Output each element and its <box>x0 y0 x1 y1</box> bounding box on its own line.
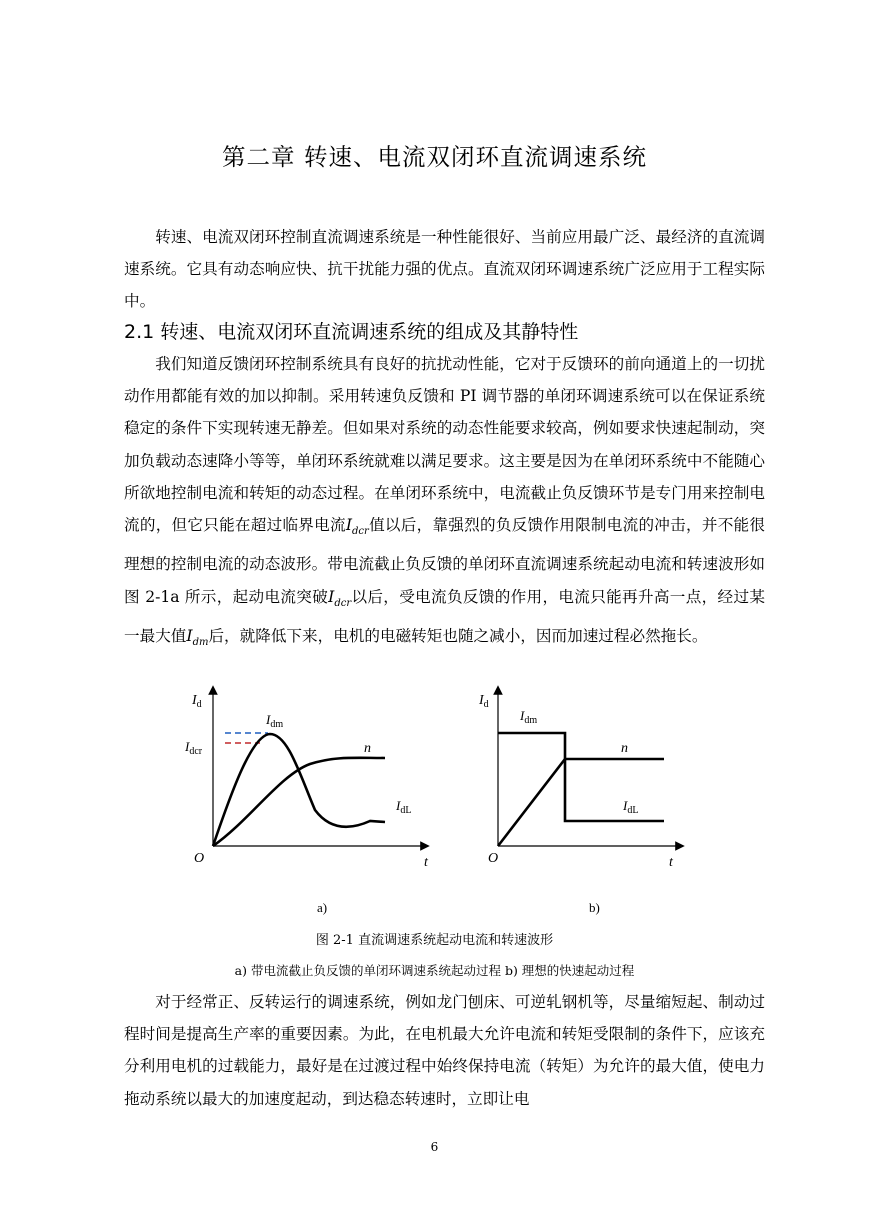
figure-panel-b <box>478 690 680 915</box>
panel-a-sublabel: a) <box>317 900 328 915</box>
para1-part-c: 以后，受电流负反馈的作用，电流只能再升高一点，经过某一最大值 <box>124 587 765 645</box>
panel-b-sublabel: b) <box>589 900 600 915</box>
paragraph-1-text <box>124 348 765 659</box>
panel-b-origin: O <box>488 851 499 866</box>
panel-a-y-label: $I_d$ <box>192 693 202 710</box>
figure-2-1 <box>180 680 700 920</box>
chapter-title: 第二章 转速、电流双闭环直流调速系统 <box>222 143 647 171</box>
panel-a-origin: O <box>194 851 205 866</box>
section-heading: 2.1 转速、电流双闭环直流调速系统的组成及其静特性 <box>124 321 579 343</box>
panel-b-x-label: t <box>669 855 673 870</box>
panel-a-current-curve <box>213 734 385 846</box>
symbol-idcr-2: $I_{dcr}$ <box>328 587 352 609</box>
panel-b-y-label: $I_d$ <box>479 693 489 710</box>
panel-a-x-label: t <box>424 855 428 870</box>
panel-b-speed-curve <box>498 759 664 846</box>
paragraph-2-text: 对于经常正、反转运行的调速系统，例如龙门刨床、可逆轧钢机等，尽量缩短起、制动过程时间是提高生产率的重要因素。为此，在电机最大允许电流和转矩受限制的条件下，应该充分利用电机的过载能力，最好是在过渡过程中始终保持电流（转矩）为允许的最大值，使电力拖动系统以最大的加速度起动，到达稳态转速时，立即让电 <box>124 993 765 1108</box>
panel-a-idcr-label: $I_{dcr}$ <box>185 739 203 757</box>
panel-b-current-curve <box>498 733 664 821</box>
panel-b-idm-label: $I_{dm}$ <box>520 708 538 726</box>
symbol-idm: $I_{dm}$ <box>186 626 209 648</box>
panel-b-idl-label: $I_{dL}$ <box>623 798 639 816</box>
figure-caption: 图 2-1 直流调速系统起动电流和转速波形 <box>315 933 554 948</box>
para1-part-b: 值以后，靠强烈的负反馈作用限制电流的冲击，并不能很理想的控制电流的动态波形。带电流截止负反馈的单闭环直流调速系统起动电流和转速波形如图 2-1a 所示，起动电流突破 <box>124 516 765 606</box>
intro-text: 转速、电流双闭环控制直流调速系统是一种性能很好、当前应用最广泛、最经济的直流调速系统。它具有动态响应快、抗干扰能力强的优点。直流双闭环调速系统广泛应用于工程实际中。 <box>124 228 765 311</box>
figure-panel-a <box>184 690 429 915</box>
panel-b-n-label: n <box>621 741 628 756</box>
panel-a-idm-label: $I_{dm}$ <box>266 712 284 730</box>
symbol-idcr: $I_{dcr}$ <box>345 516 369 538</box>
para1-part-a: 我们知道反馈闭环控制系统具有良好的抗扰动性能，它对于反馈环的前向通道上的一切扰动作用都能有效的加以抑制。采用转速负反馈和 PI 调节器的单闭环调速系统可以在保证系统稳定的条件下实现转速无静差。但如果对系统的动态性能要求较高，例如要求快速起制动，突加负载动态速降小等等，单闭环系统就难以满足要求。这主要是因为在单闭环系统中不能随心所欲地控制电流和转矩的动态过程。在单闭环系统中，电流截止负反馈环节是专门用来控制电流的，但它只能在超过临界电流 <box>124 355 765 535</box>
intro-paragraph <box>124 221 765 318</box>
figure-subcaption: a) 带电流截止负反馈的单闭环调速系统起动过程 b) 理想的快速起动过程 <box>234 963 635 978</box>
panel-a-n-label: n <box>364 741 371 756</box>
body-paragraph-2 <box>124 986 765 1115</box>
page-number: 6 <box>430 1140 439 1154</box>
body-paragraph-1 <box>124 348 765 659</box>
panel-a-idl-label: $I_{dL}$ <box>396 798 412 816</box>
para1-part-d: 后，就降低下来，电机的电磁转矩也随之减小，因而加速过程必然拖长。 <box>208 626 708 645</box>
